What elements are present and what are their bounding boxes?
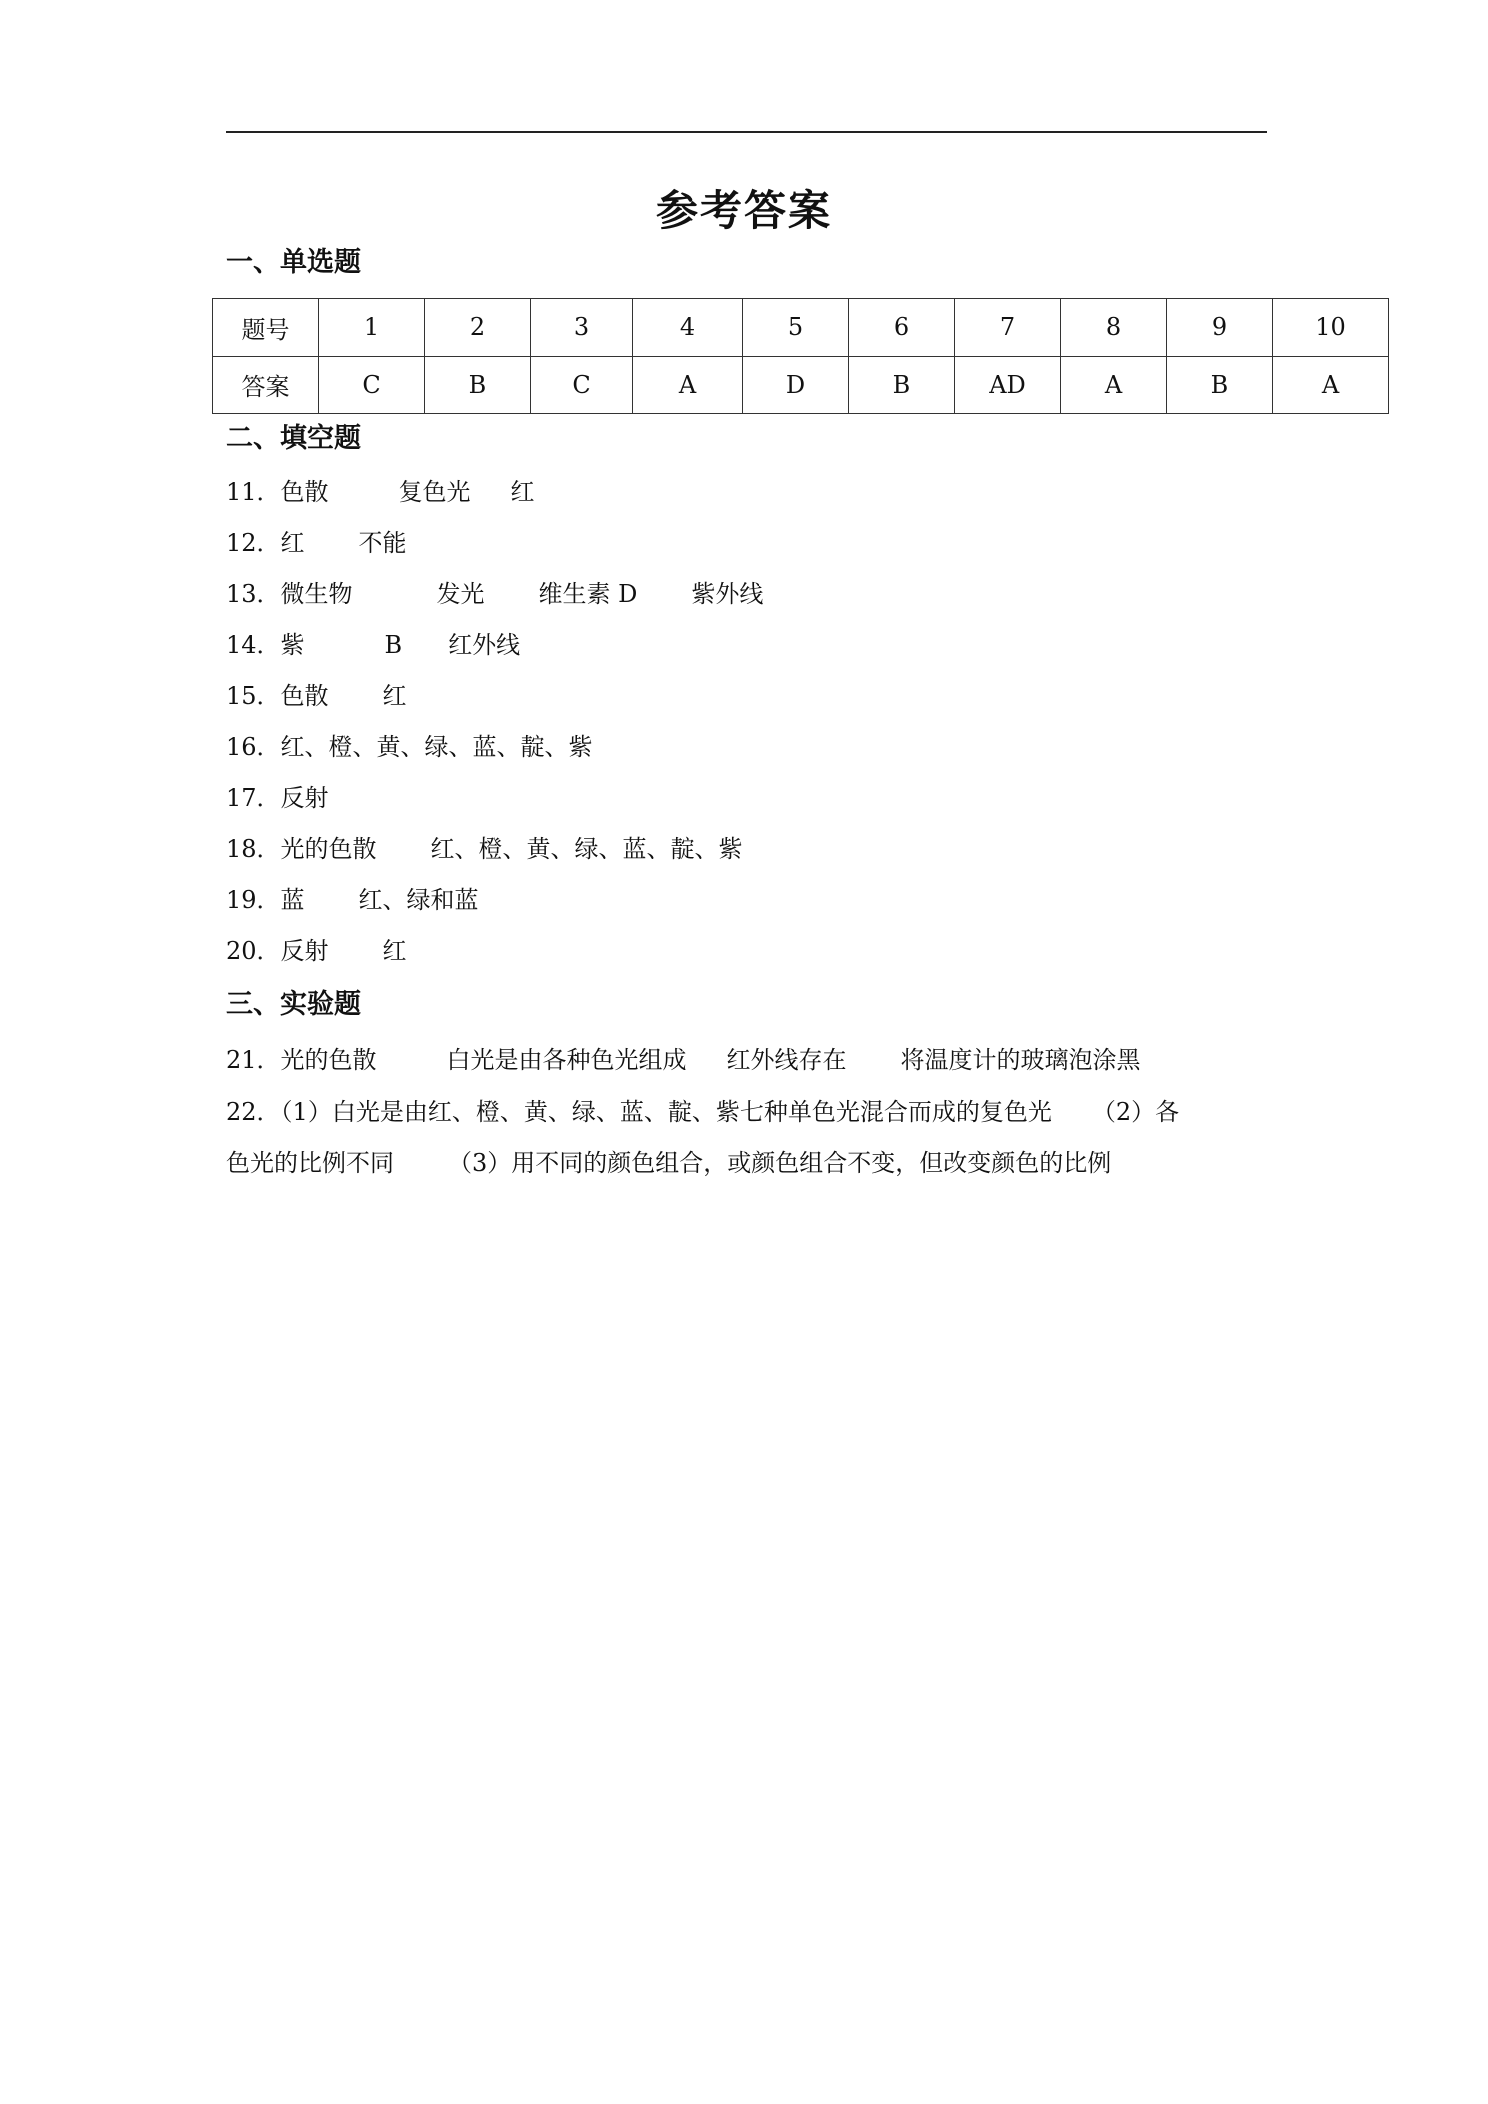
answer-line-19 <box>226 880 479 915</box>
question-number: 20． <box>226 937 281 965</box>
question-number: 22． <box>226 1098 281 1126</box>
answer-part: （1）白光是由红、橙、黄、绿、蓝、靛、紫七种单色光混合而成的复色光 <box>280 1098 1052 1126</box>
question-number: 17． <box>226 784 281 812</box>
answer-part: 光的色散 <box>280 835 377 863</box>
answer-part: 红 <box>510 478 535 506</box>
question-number: 12． <box>226 529 281 557</box>
answer-line-20 <box>226 931 407 966</box>
table-cell: B <box>425 356 531 414</box>
table-cell: 3 <box>531 299 633 357</box>
table-cell: 7 <box>955 299 1061 357</box>
table-cell: A <box>1061 356 1167 414</box>
answer-line-22-cont <box>226 1143 1111 1178</box>
answer-part: 红 <box>382 682 407 710</box>
table-cell: 8 <box>1061 299 1167 357</box>
answer-part: 红、橙、黄、绿、蓝、靛、紫 <box>280 733 593 761</box>
section-heading-experiment: 三、实验题 <box>226 989 361 1020</box>
answer-part: 红外线存在 <box>726 1046 847 1074</box>
answer-line-16 <box>226 727 593 762</box>
table-row-numbers <box>213 299 1389 357</box>
answer-part: 反射 <box>280 784 329 812</box>
question-number: 14． <box>226 631 281 659</box>
question-number: 15． <box>226 682 281 710</box>
table-header-cell: 题号 <box>213 299 319 357</box>
question-number: 11． <box>226 478 281 506</box>
answer-part: 复色光 <box>398 478 471 506</box>
question-number: 19． <box>226 886 281 914</box>
answer-part: 反射 <box>280 937 329 965</box>
answer-part: 将温度计的玻璃泡涂黑 <box>900 1046 1141 1074</box>
answer-part: 色散 <box>280 478 329 506</box>
question-number: 16． <box>226 733 281 761</box>
table-cell: 10 <box>1273 299 1389 357</box>
question-number: 21． <box>226 1046 281 1074</box>
answer-line-15 <box>226 676 407 711</box>
answer-part: 不能 <box>358 529 407 557</box>
section-heading-fill-blank: 二、填空题 <box>226 423 361 454</box>
answer-line-12 <box>226 523 407 558</box>
table-cell: B <box>849 356 955 414</box>
answer-part: 紫 <box>280 631 305 659</box>
answer-part: 红外线 <box>448 631 521 659</box>
answer-part: 红 <box>382 937 407 965</box>
answer-part: 紫外线 <box>691 580 764 608</box>
table-cell: AD <box>955 356 1061 414</box>
table-cell: 2 <box>425 299 531 357</box>
question-number: 13． <box>226 580 281 608</box>
answer-part: 色散 <box>280 682 329 710</box>
answer-part: 发光 <box>436 580 485 608</box>
table-cell: 4 <box>633 299 743 357</box>
answer-part: 白光是由各种色光组成 <box>446 1046 687 1074</box>
answer-line-13 <box>226 574 763 609</box>
answer-part: 蓝 <box>280 886 305 914</box>
table-cell: C <box>319 356 425 414</box>
answer-part: 维生素 D <box>538 580 638 608</box>
question-number: 18． <box>226 835 281 863</box>
table-cell: 1 <box>319 299 425 357</box>
table-header-cell: 答案 <box>213 356 319 414</box>
answer-part: 微生物 <box>280 580 353 608</box>
answer-line-22 <box>226 1092 1179 1127</box>
table-cell: A <box>1273 356 1389 414</box>
answer-line-14 <box>226 625 520 660</box>
answer-part: 红、绿和蓝 <box>358 886 479 914</box>
table-cell: B <box>1167 356 1273 414</box>
answer-line-17 <box>226 778 329 813</box>
answer-part: 光的色散 <box>280 1046 377 1074</box>
table-cell: D <box>743 356 849 414</box>
answer-table <box>212 298 1389 414</box>
answer-part: （3）用不同的颜色组合，或颜色组合不变，但改变颜色的比例 <box>448 1149 1112 1177</box>
section-heading-single-choice: 一、单选题 <box>226 247 361 278</box>
answer-line-18 <box>226 829 743 864</box>
table-cell: 9 <box>1167 299 1273 357</box>
table-cell: 6 <box>849 299 955 357</box>
answer-part: 色光的比例不同 <box>226 1149 394 1177</box>
answer-part: 红 <box>280 529 305 557</box>
answer-line-21 <box>226 1040 1141 1075</box>
table-row-answers <box>213 356 1389 414</box>
table-cell: 5 <box>743 299 849 357</box>
header-rule <box>226 131 1267 133</box>
table-cell: C <box>531 356 633 414</box>
page-title: 参考答案 <box>655 186 832 235</box>
answer-part: 红、橙、黄、绿、蓝、靛、紫 <box>430 835 743 863</box>
answer-part: （2）各 <box>1091 1098 1180 1126</box>
table-cell: A <box>633 356 743 414</box>
answer-line-11 <box>226 472 535 507</box>
answer-part: B <box>384 631 403 659</box>
